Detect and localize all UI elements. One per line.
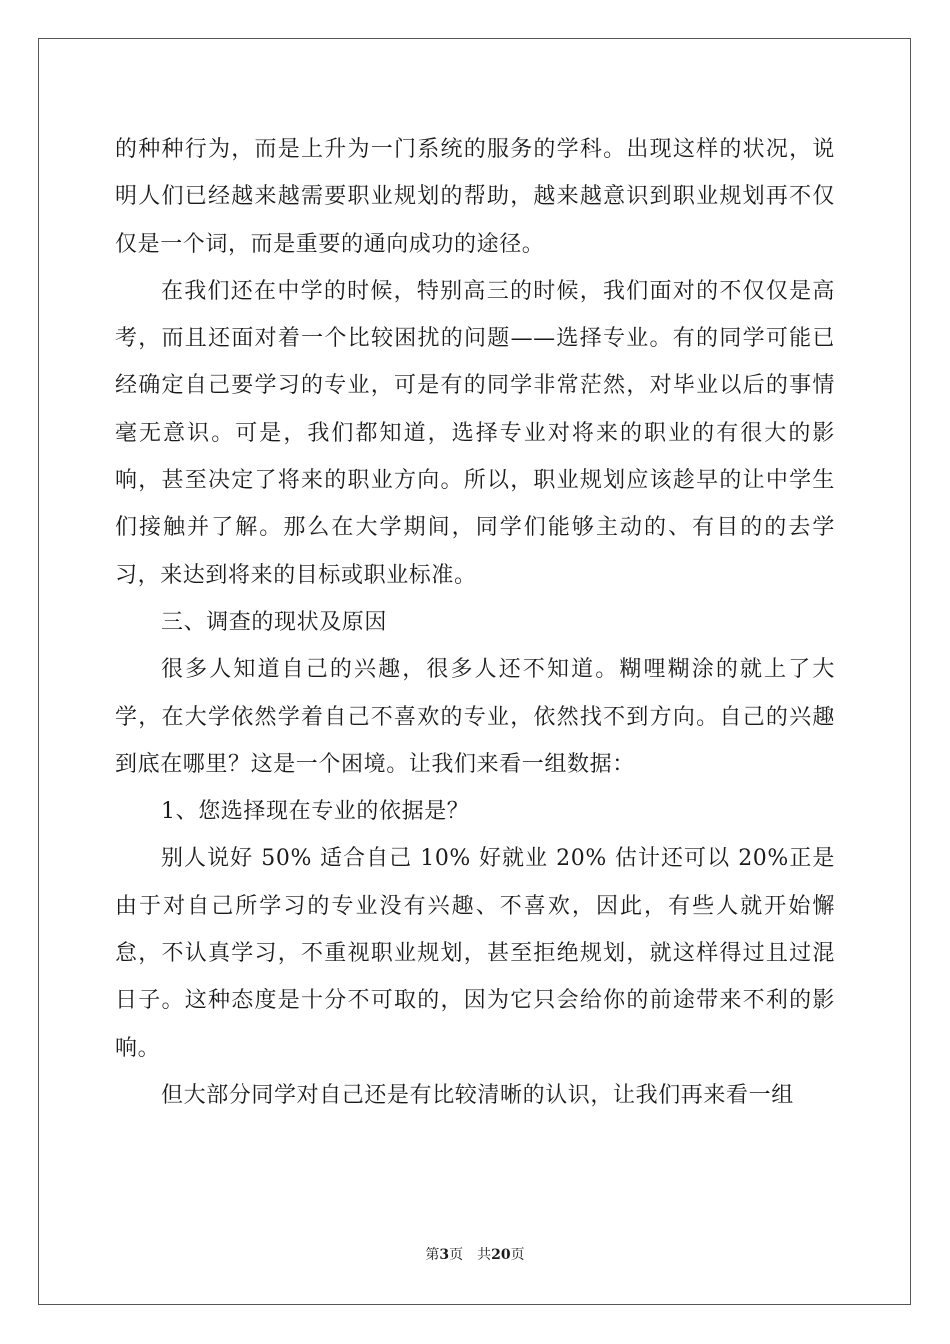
survey-question: 1、您选择现在专业的依据是？ [161, 799, 470, 825]
paragraph-2: 在我们还在中学的时候，特别高三的时候，我们面对的不仅仅是高考，而且还面对着一个比较困扰的问题——选择专业。有的同学可能已经确定自己要学习的专业，可是有的同学非常茫然，对毕业以后的事情毫无意识。可是，我们都知道，选择专业对将来的职业的有很大的影响，甚至决定了将来的职业方向。所以，职业规划应该趁早的让中学生们接触并了解。那么在大学期间，同学们能够主动的、有目的的去学习，来达到将来的目标或职业标准。 [115, 278, 835, 588]
document-body [115, 126, 835, 1119]
page-suffix: 页 [449, 1247, 464, 1263]
page-number: 3 [439, 1247, 450, 1263]
total-prefix: 共 [477, 1247, 492, 1263]
total-suffix: 页 [510, 1247, 525, 1263]
paragraph-3: 很多人知道自己的兴趣，很多人还不知道。糊哩糊涂的就上了大学，在大学依然学着自己不喜欢的专业，依然找不到方向。自己的兴趣到底在哪里？这是一个困境。让我们来看一组数据： [115, 657, 835, 777]
page-prefix: 第 [425, 1247, 440, 1263]
page-footer [0, 1246, 950, 1264]
paragraph-4: 别人说好 50% 适合自己 10% 好就业 20% 估计还可以 20%正是由于对自己所学习的专业没有兴趣、不喜欢，因此，有些人就开始懈怠，不认真学习，不重视职业规划，甚至拒绝规划，就这样得过且过混日子。这种态度是十分不可取的，因为它只会给你的前途带来不利的影响。 [115, 846, 835, 1061]
paragraph-5: 但大部分同学对自己还是有比较清晰的认识，让我们再来看一组 [161, 1082, 794, 1108]
section-heading: 三、调查的现状及原因 [161, 609, 388, 635]
total-pages: 20 [491, 1247, 511, 1263]
paragraph-1: 的种种行为，而是上升为一门系统的服务的学科。出现这样的状况，说明人们已经越来越需要职业规划的帮助，越来越意识到职业规划再不仅仅是一个词，而是重要的通向成功的途径。 [115, 137, 835, 257]
